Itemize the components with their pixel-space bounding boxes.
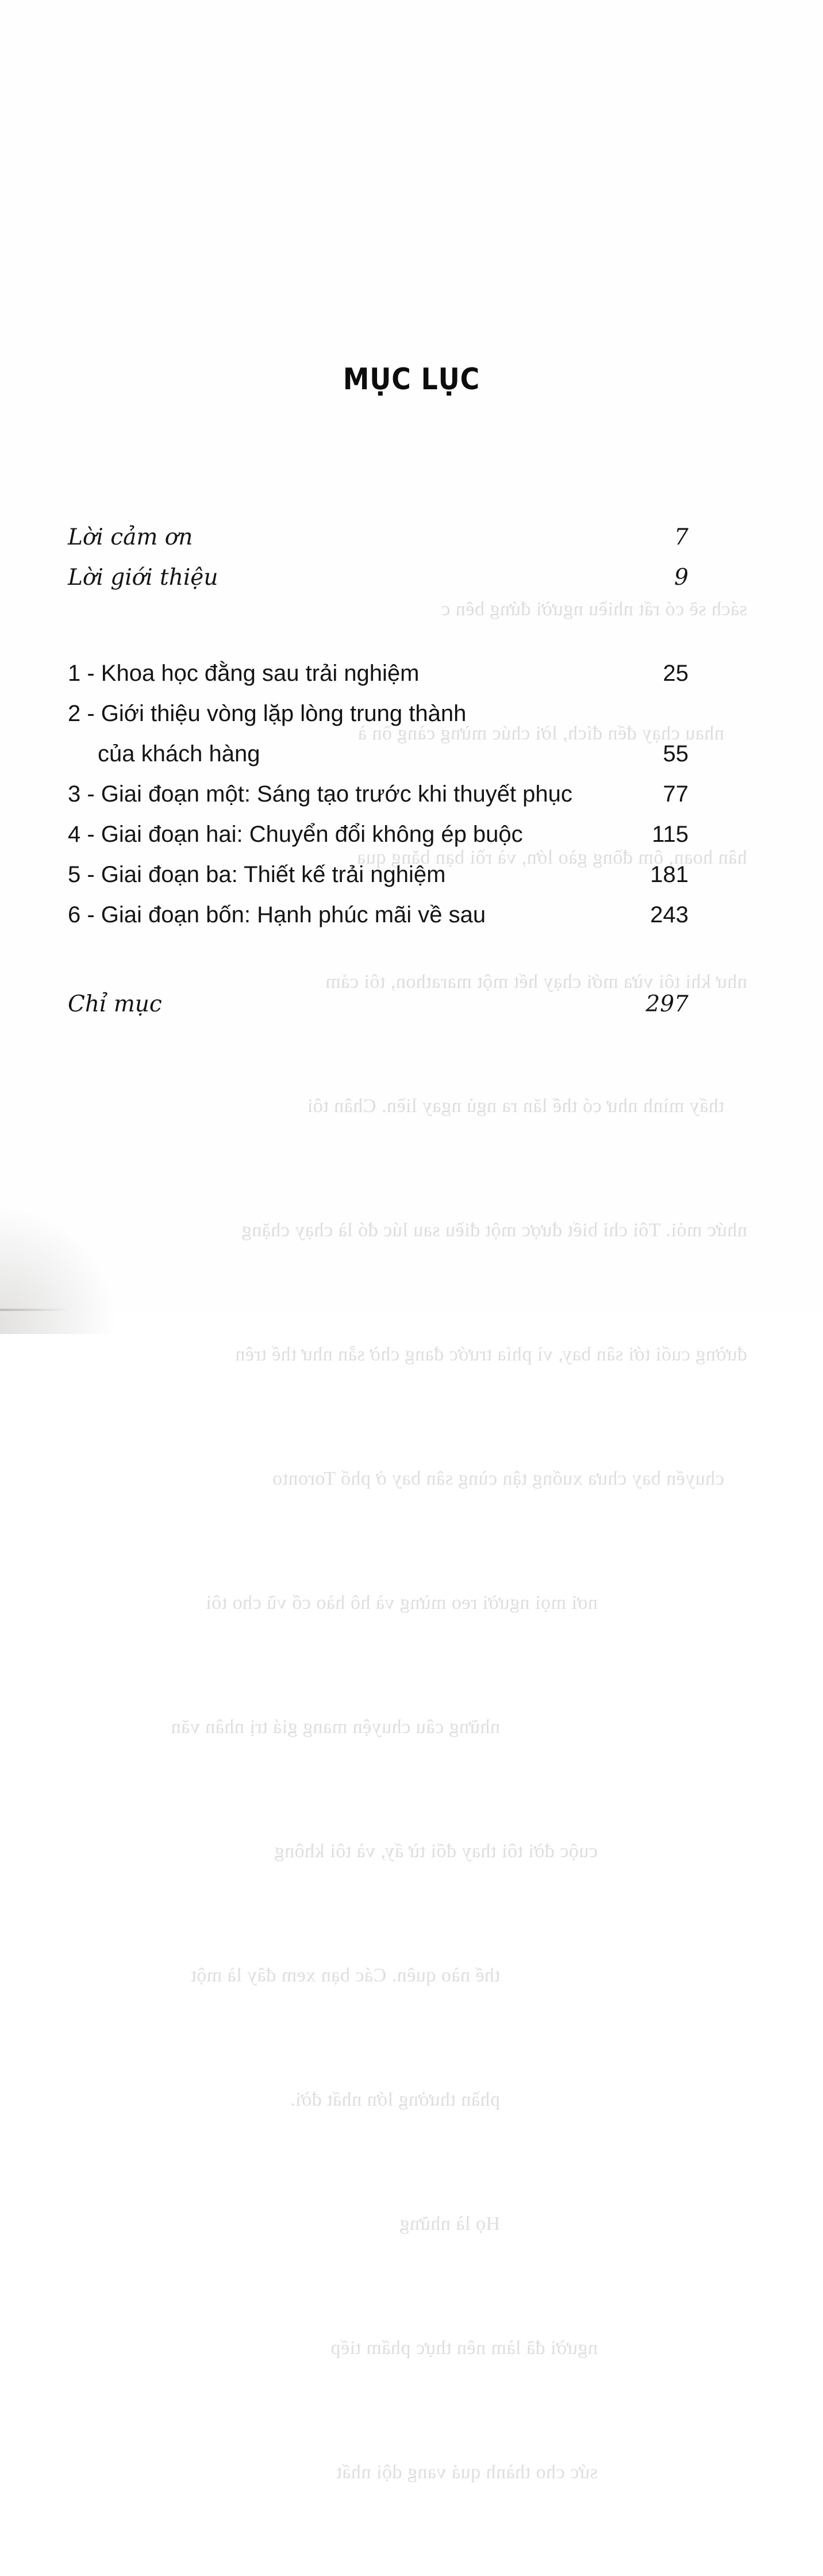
toc-entry-label: 4 - Giai đoạn hai: Chuyển đổi không ép buộc (68, 822, 523, 847)
toc-entry-page: 181 (650, 862, 689, 887)
page-edge-line (0, 1309, 69, 1311)
toc-entry-page: 25 (663, 661, 689, 686)
page-title: MỤC LỤC (343, 362, 480, 397)
toc-entry-page: 77 (663, 781, 689, 807)
toc-leader-dots (220, 591, 674, 592)
bleed-line: nhau chạy đến đích, lời chúc mừng càng ồn à (357, 723, 724, 744)
toc-entry-page: 7 (674, 524, 689, 550)
toc-entry-label: của khách hàng (98, 741, 260, 766)
bleed-line: nhức mỏi. Tôi chỉ biết được một điều sau lúc đó là chạy chặng (241, 1220, 747, 1241)
bleed-line: sức cho thành quả vang dội nhất (336, 2462, 598, 2483)
toc-entry[interactable] (68, 653, 689, 693)
toc-group-back-matter (68, 984, 689, 1025)
bleed-line: chuyến bay chưa xuống tận cùng sân bay ở phố Toronto (272, 1468, 724, 1489)
bleed-line: những câu chuyện mang giá trị nhân văn (171, 1716, 500, 1738)
bleed-line: người đã làm nên thực phẩm tiếp (330, 2337, 598, 2359)
bleed-line: thấy mình như có thể lăn ra ngủ ngay liền. Chân tôi (307, 1095, 724, 1117)
page-edge-shadow (0, 1202, 115, 1334)
bleed-line: cuộc đời tôi thay đổi từ ấy, và tôi không (274, 1841, 598, 1862)
bleed-line: đường cuối tới sân bay, vì phía trước đang chờ sẵn như thế trên (234, 1344, 747, 1365)
toc-leader-dots (261, 767, 662, 768)
toc-entry[interactable] (68, 895, 689, 935)
toc-entry-label: 2 - Giới thiệu vòng lặp lòng trung thành (68, 701, 467, 726)
bleed-line: hân hoan, ôm đồng gào lớn, và rồi bạn băng qua (356, 847, 747, 868)
toc-entry-label: 3 - Giai đoạn một: Sáng tạo trước khi thuyết phục (68, 781, 572, 807)
toc-group-front-matter (68, 518, 689, 598)
toc-entry-label: 6 - Giai đoạn bốn: Hạnh phúc mãi về sau (68, 902, 486, 927)
toc-entry-label: Chỉ mục (68, 991, 162, 1017)
toc-entry-label: 5 - Giai đoạn ba: Thiết kế trải nghiệm (68, 862, 446, 887)
toc-entry-page: 297 (645, 991, 689, 1017)
bleed-line: như khi tôi vừa mới chạy hết một marathon, tôi cảm (325, 971, 747, 992)
bleed-line: phần thưởng lớn nhất đời. (290, 2089, 500, 2110)
bleed-line: Họ là những (399, 2213, 500, 2234)
bleed-line: sách sẽ có rất nhiều người đứng bên c (441, 599, 747, 620)
toc-leader-dots (487, 928, 649, 929)
toc-entry-page: 55 (663, 741, 689, 766)
toc-entry-label: 1 - Khoa học đằng sau trải nghiệm (68, 661, 420, 686)
toc-entry-label: Lời cảm ơn (68, 524, 193, 550)
bleed-line: thể nào quên. Các bạn xem đây là một (190, 1965, 500, 1986)
toc-group-chapters (68, 653, 689, 935)
toc-entry[interactable] (68, 814, 689, 854)
toc-entry-page: 243 (650, 902, 689, 927)
toc-entry-line-2[interactable] (68, 734, 689, 774)
toc-entry-line-1[interactable] (68, 693, 689, 734)
toc-entry[interactable] (68, 558, 689, 598)
toc-entry[interactable] (68, 984, 689, 1025)
toc-leader-dots (574, 807, 662, 808)
toc-entry[interactable] (68, 518, 689, 558)
toc-entry-label: Lời giới thiệu (68, 565, 218, 591)
toc-entry[interactable] (68, 854, 689, 895)
toc-entry[interactable] (68, 774, 689, 814)
toc-entry-page: 9 (674, 565, 689, 591)
table-of-contents (68, 518, 689, 1025)
toc-entry-page: 115 (652, 822, 689, 847)
bleed-line: nơi mọi người reo mừng và hô hào cổ vũ cho tôi (205, 1592, 598, 1613)
